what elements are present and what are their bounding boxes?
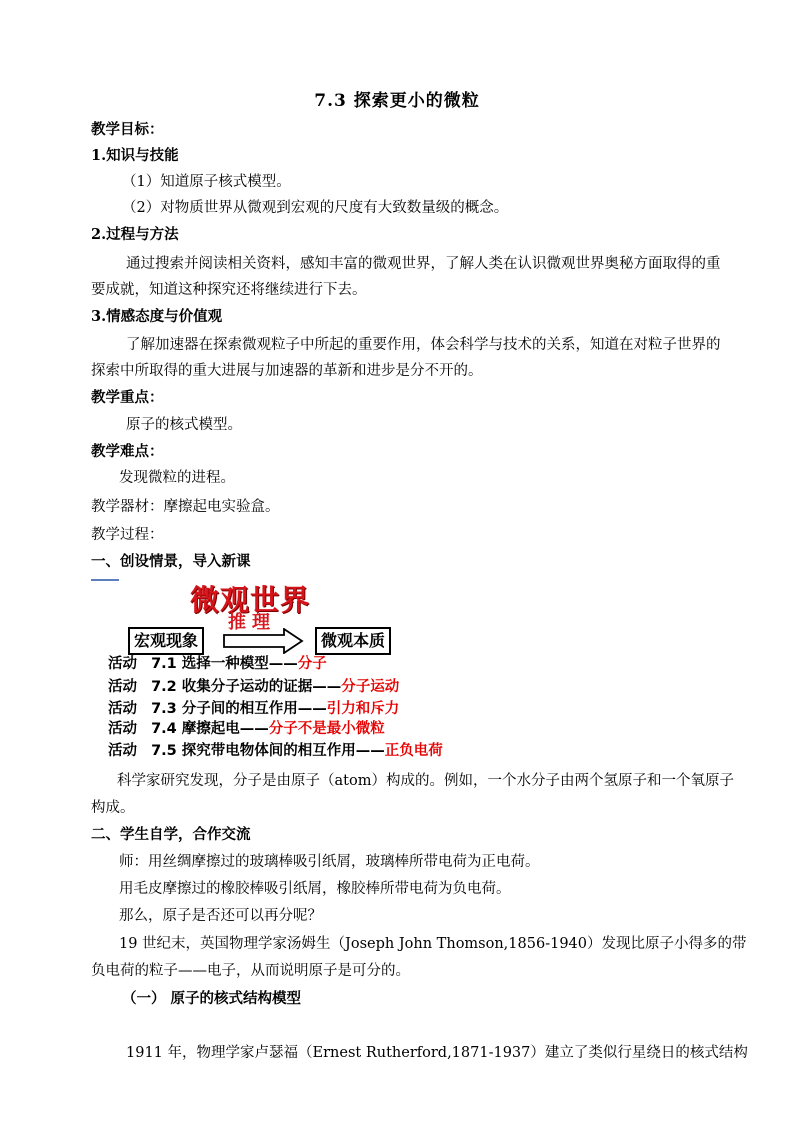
activity-result: 正负电荷: [384, 743, 443, 759]
subsection-heading: （一） 原子的核式结构模型: [122, 990, 302, 1007]
activity-label: 活动: [108, 743, 137, 759]
activity-text: 7.1 选择一种模型——: [151, 656, 298, 672]
atom-para-line-2: 构成。: [91, 800, 135, 816]
activity-item: [108, 678, 399, 697]
section-3-para-line-2: 探索中所取得的重大进展与加速器的革新和进步是分不开的。: [91, 363, 483, 379]
activity-result: 分子不是最小微粒: [268, 721, 385, 737]
activity-label: 活动: [108, 721, 137, 737]
section-1-heading: 1.知识与技能: [91, 147, 179, 164]
activity-label: 活动: [108, 656, 137, 672]
key-point-heading: 教学重点：: [91, 389, 164, 406]
activity-result: 分子运动: [341, 679, 400, 695]
graphic-subtitle: 推理: [228, 612, 276, 633]
page-title: 7.3 探索更小的微粒: [314, 91, 480, 111]
section-2-para-line-1: 通过搜索并阅读相关资料，感知丰富的微观世界，了解人类在认识微观世界奥秘方面取得的重: [126, 256, 721, 272]
section-2-heading: 2.过程与方法: [91, 226, 179, 243]
section-1-item-2: （2）对物质世界从微观到宏观的尺度有大致数量级的概念。: [122, 200, 509, 216]
section-1-item-1: （1）知道原子核式模型。: [122, 174, 291, 190]
activity-item: [108, 700, 399, 719]
section-3-heading: 3.情感态度与价值观: [91, 308, 223, 325]
micro-essence-box: 微观本质: [315, 627, 391, 655]
activity-text: 7.2 收集分子运动的证据——: [151, 679, 342, 695]
section-2-para-line-2: 要成就，知道这种探究还将继续进行下去。: [91, 282, 367, 298]
teacher-line-3: 那么，原子是否还可以再分呢？: [119, 908, 322, 924]
activity-text: 7.3 分子间的相互作用——: [151, 701, 327, 717]
activity-label: 活动: [108, 701, 137, 717]
activity-label: 活动: [108, 679, 137, 695]
activity-result: 引力和斥力: [326, 701, 400, 717]
activity-item: [108, 742, 443, 761]
micro-world-graphic: [88, 578, 468, 660]
section-3-para-line-1: 了解加速器在探索微观粒子中所起的重要作用，体会科学与技术的关系，知道在对粒子世界的: [126, 337, 721, 353]
graphic-title: 微观世界: [190, 583, 311, 617]
rutherford-para-line-1: 1911 年，物理学家卢瑟福（Ernest Rutherford,1871-1937）建立了类似行星绕日的核式结构: [126, 1045, 748, 1061]
teacher-line-1: 师：用丝绸摩擦过的玻璃棒吸引纸屑，玻璃棒所带电荷为正电荷。: [119, 854, 540, 870]
difficulty-text: 发现微粒的进程。: [119, 470, 235, 486]
activity-text: 7.4 摩擦起电——: [151, 721, 269, 737]
difficulty-heading: 教学难点：: [91, 443, 164, 460]
part-2-heading: 二、学生自学，合作交流: [91, 826, 251, 843]
activity-item: [108, 720, 385, 739]
equipment-text: 教学器材：摩擦起电实验盒。: [91, 499, 280, 515]
thomson-para-line-2: 负电荷的粒子——电子，从而说明原子是可分的。: [91, 963, 410, 979]
key-point-text: 原子的核式模型。: [126, 417, 242, 433]
thomson-para-line-1: 19 世纪末，英国物理学家汤姆生（Joseph John Thomson,1856-1940）发现比原子小得多的带: [119, 936, 747, 952]
activity-item: [108, 655, 327, 674]
part-1-heading: 一、创设情景，导入新课: [91, 553, 251, 570]
teacher-line-2: 用毛皮摩擦过的橡胶棒吸引纸屑，橡胶棒所带电荷为负电荷。: [119, 881, 511, 897]
macro-phenomenon-box: 宏观现象: [128, 627, 204, 655]
goals-heading: 教学目标：: [91, 121, 164, 138]
process-text: 教学过程：: [91, 527, 164, 543]
activity-text: 7.5 探究带电物体间的相互作用——: [151, 743, 385, 759]
atom-para-line-1: 科学家研究发现，分子是由原子（atom）构成的。例如，一个水分子由两个氢原子和一个氧原子: [117, 773, 734, 789]
activity-result: 分子: [297, 656, 327, 672]
right-arrow-icon: [222, 628, 304, 654]
